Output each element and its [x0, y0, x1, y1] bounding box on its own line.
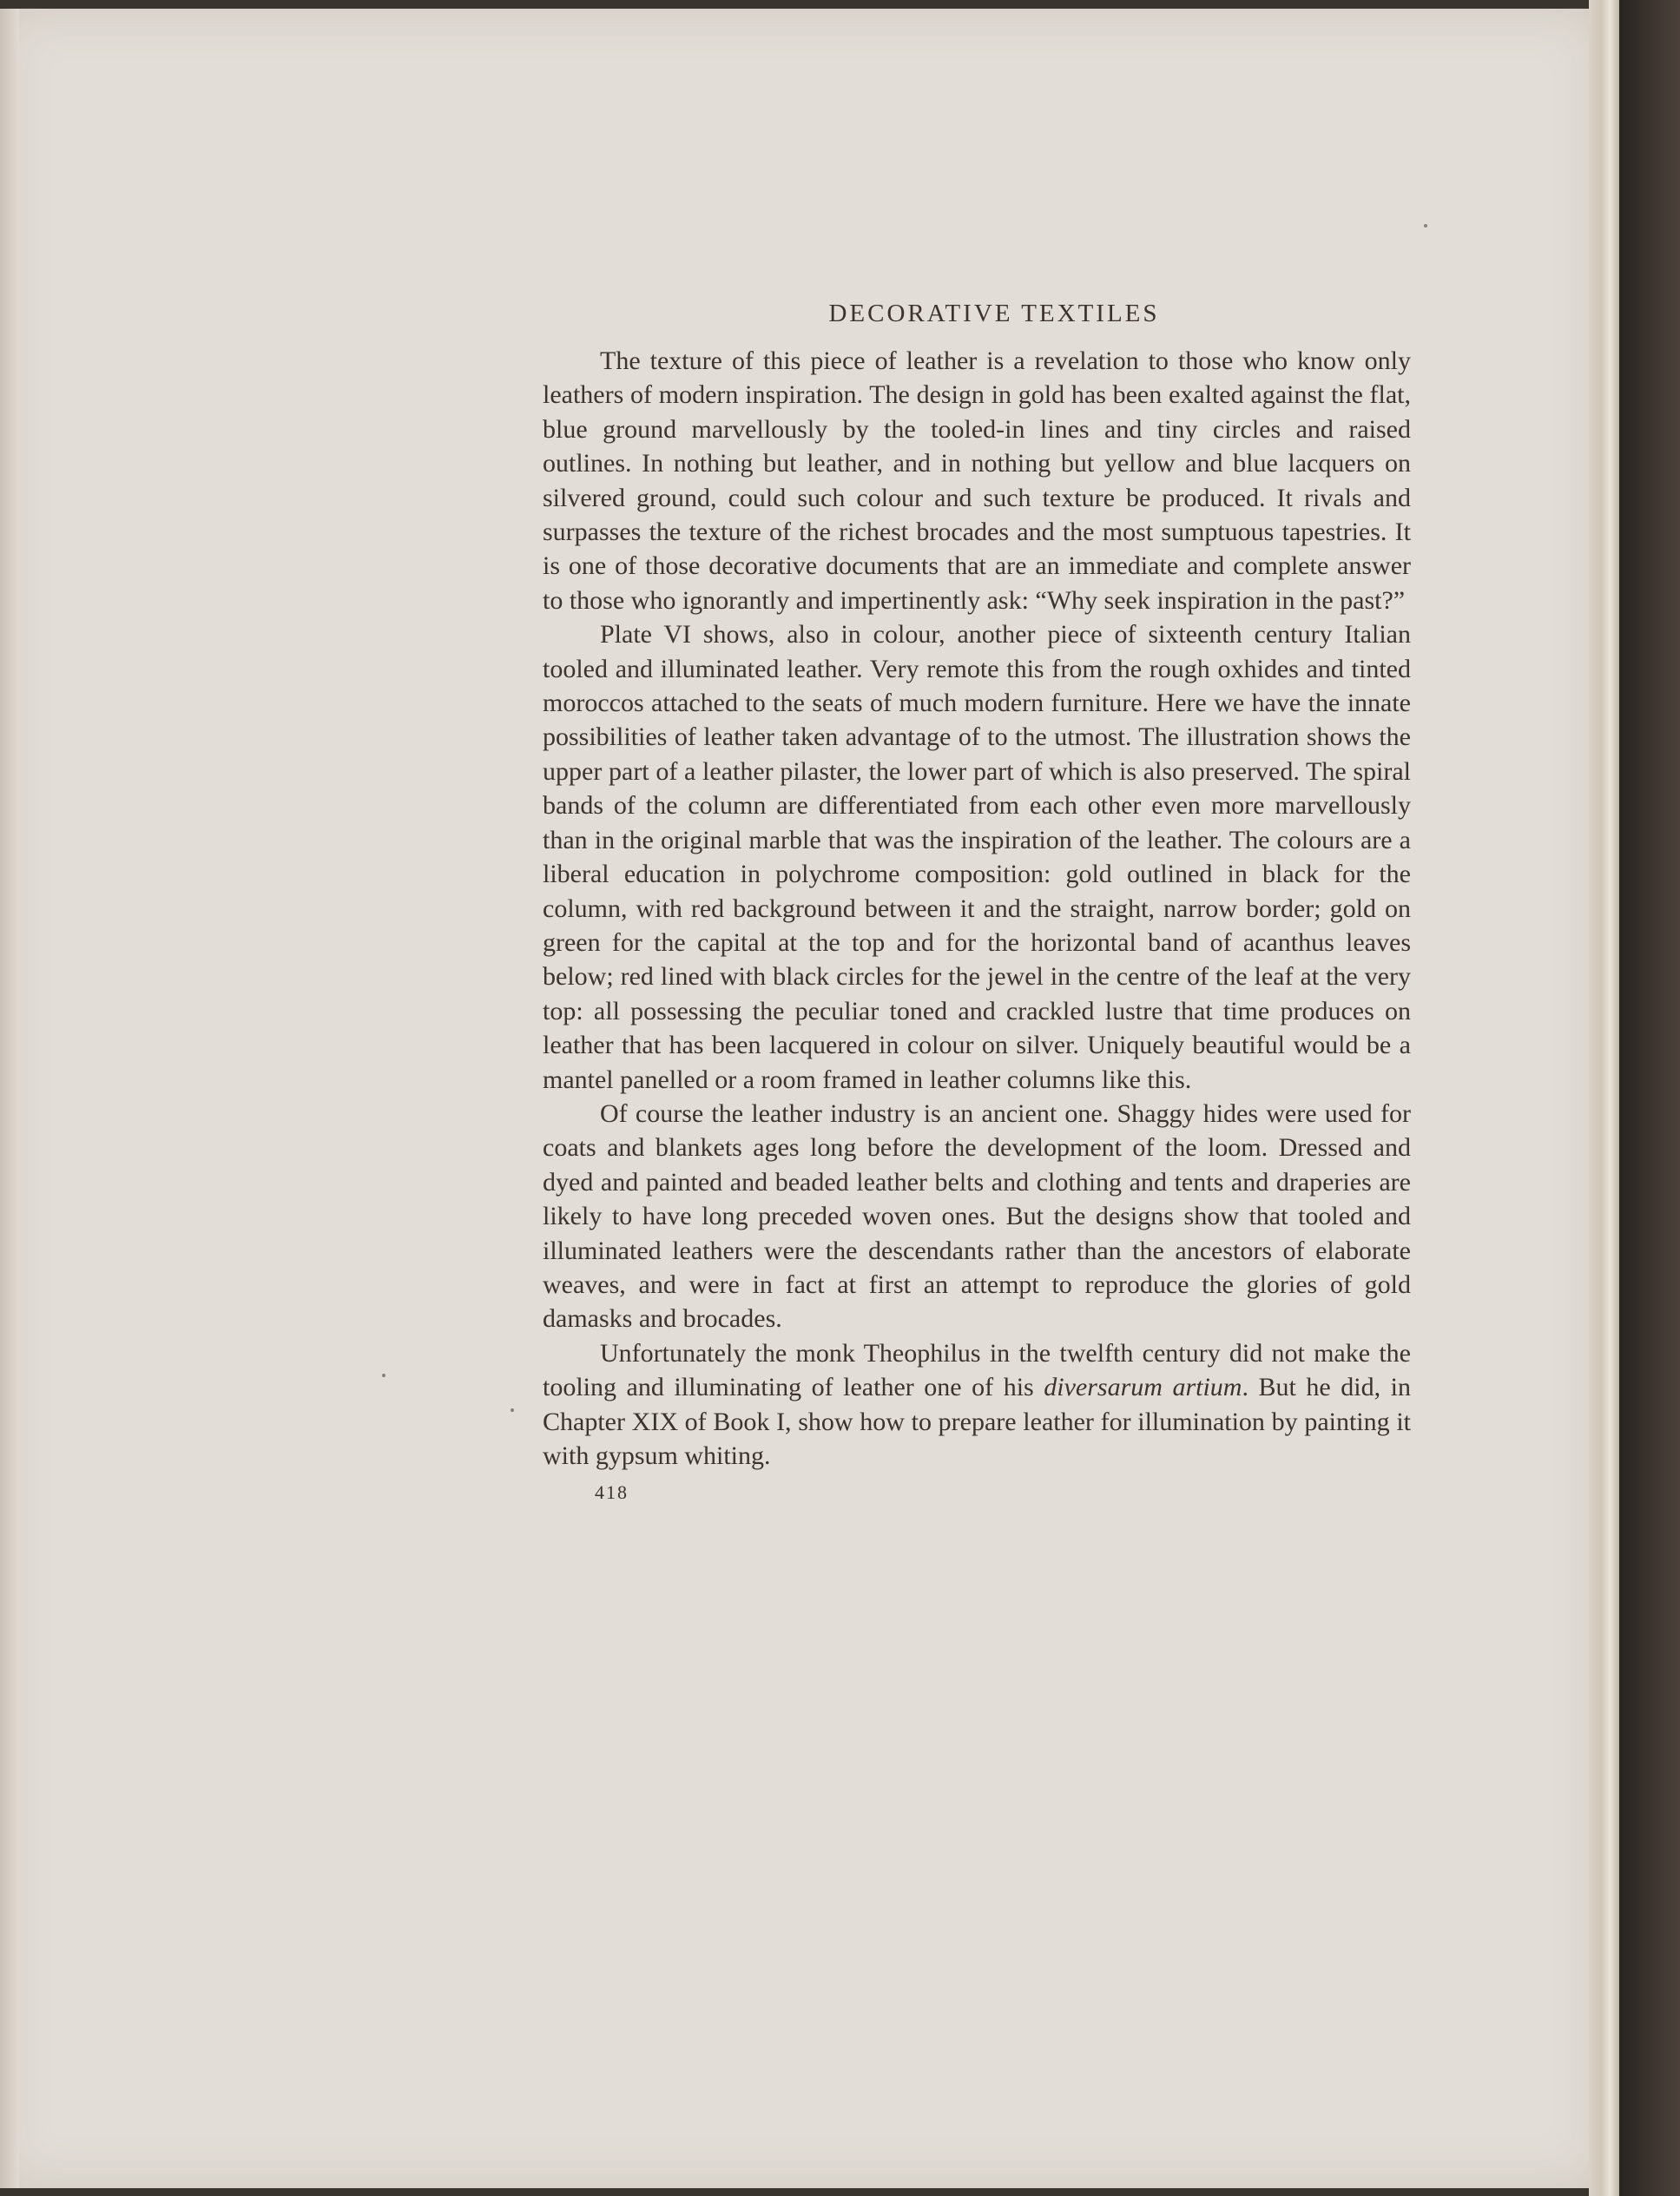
book-gutter	[1589, 0, 1619, 2196]
paper-speck	[1424, 224, 1427, 228]
page-left-edge	[0, 9, 19, 2188]
adjacent-page-edge	[1619, 0, 1680, 2196]
paragraph-text: . But he did, in Chapter XIX of Book I, show how to prepare leather for illumination by painting it with gypsum whiting.	[543, 1373, 1411, 1470]
italic-title: diversarum artium	[1044, 1373, 1242, 1402]
paragraph: Plate VI shows, also in colour, another piece of sixteenth century Italian tooled and illuminated leather. Very remote this from the rough oxhides and tinted moroccos attached to the seats of much modern furniture. Here we have the innate possibilities of leather taken advantage of to the utmost. The illustration shows the upper part of a leather pilaster, the lower part of which is also preserved. The spiral bands of the column are differentiated from each other even more marvellously than in the original marble that was the inspiration of the leather. The colours are a liberal education in polychrome composition: gold outlined in black for the column, with red background between it and the straight, narrow border; gold on green for the capital at the top and for the horizontal band of acanthus leaves below; red lined with black circles for the jewel in the centre of the leaf at the very top: all possessing the peculiar toned and crackled lustre that time produces on leather that has been lacquered in colour on silver. Uniquely beautiful would be a mantel panelled or a room framed in leather columns like this.	[543, 620, 1411, 1094]
paragraph-text: Unfortunately the monk Theophilus in the twelfth century did not make the tooling and illuminating of leather one of his	[543, 1338, 1411, 1402]
paper-speck	[511, 1408, 514, 1412]
text-block	[543, 300, 1411, 1504]
paragraph	[543, 1336, 1411, 1474]
page-number: 418	[595, 1481, 629, 1504]
paper-speck	[382, 1374, 385, 1377]
paragraph: Of course the leather industry is an ancient one. Shaggy hides were used for coats and blankets ages long before the development of the loom. Dressed and dyed and painted and beaded leather belts and clothing and tents and draperies are likely to have long preceded woven ones. But the designs show that tooled and illuminated leathers were the descendants rather than the ancestors of elaborate weaves, and were in fact at first an attempt to reproduce the glories of gold damasks and brocades.	[543, 1098, 1411, 1334]
running-head: DECORATIVE TEXTILES	[828, 300, 1160, 327]
paragraph: The texture of this piece of leather is a revelation to those who know only leathers of modern inspiration. The design in gold has been exalted against the flat, blue ground marvellously by the tooled-in lines and tiny circles and raised outlines. In nothing but leather, and in nothing but yellow and blue lacquers on silvered ground, could such colour and such texture be produced. It rivals and surpasses the texture of the richest brocades and the most sumptuous tapestries. It is one of those decorative documents that are an immediate and complete answer to those who ignorantly and impertinently ask: “Why seek inspiration in the past?”	[543, 346, 1411, 615]
